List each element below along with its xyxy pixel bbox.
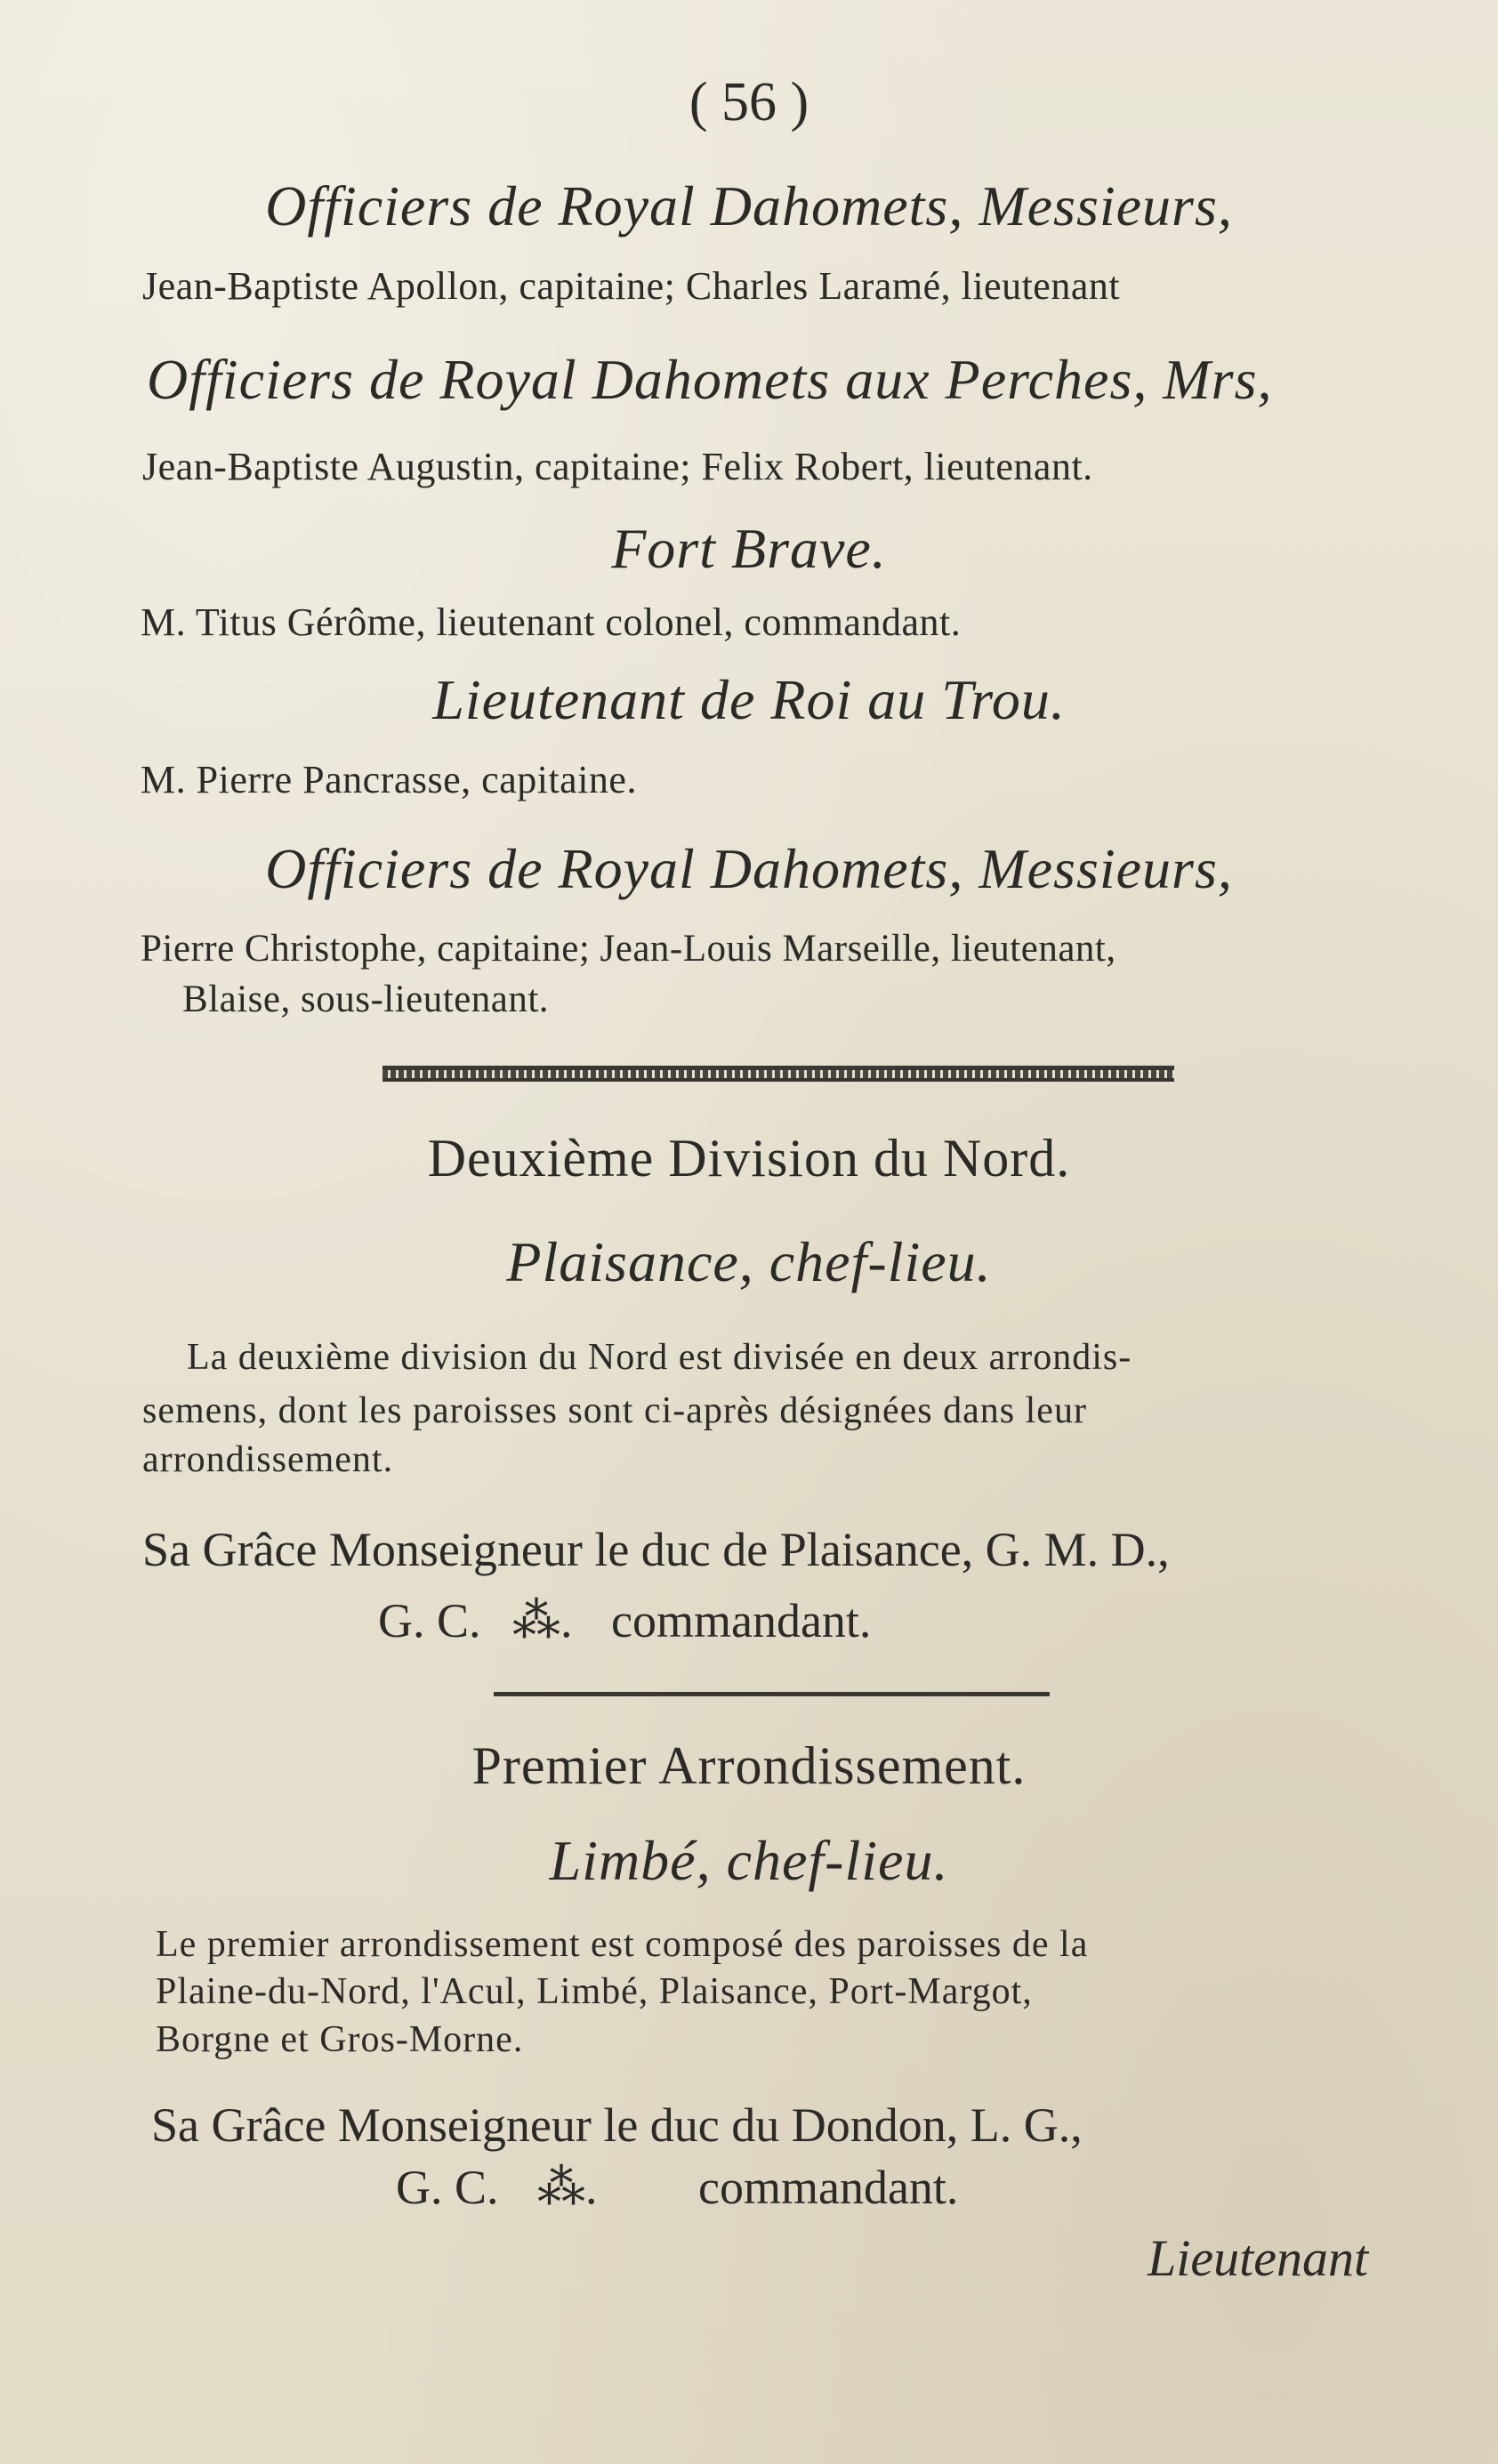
arrondissement-commander-titles: G. C. — [396, 2161, 499, 2214]
perches-heading: Officiers de Royal Dahomets aux Perches, Mrs, — [147, 348, 1273, 411]
royal-dahomets-heading: Officiers de Royal Dahomets, Messieurs, — [265, 174, 1233, 238]
arrondissement-commander-line1: Sa Grâce Monseigneur le duc du Dondon, L. G., — [151, 2098, 1083, 2152]
catchword: Lieutenant — [1148, 2229, 1369, 2287]
division-commander-line2 — [378, 1594, 872, 1647]
lieutenant-roi-heading: Lieutenant de Roi au Trou. — [432, 668, 1066, 731]
page-number: ( 56 ) — [689, 72, 809, 133]
arrondissement-chef-lieu: Limbé, chef-lieu. — [549, 1829, 949, 1892]
fort-brave-commander: M. Titus Gérôme, lieutenant colonel, commandant. — [141, 600, 962, 644]
royal-dahomets-2-heading: Officiers de Royal Dahomets, Messieurs, — [265, 837, 1233, 900]
arrondissement-title: Premier Arrondissement. — [471, 1736, 1027, 1795]
division-commander-titles: G. C. — [378, 1594, 481, 1647]
division-commander-role: commandant. — [611, 1594, 872, 1647]
order-star-icon: ⁂. — [537, 2161, 598, 2214]
perches-officers: Jean-Baptiste Augustin, capitaine; Felix Robert, lieutenant. — [142, 445, 1093, 488]
section-divider-rule — [383, 1066, 1174, 1082]
order-star-icon: ⁂. — [512, 1594, 573, 1647]
lieutenant-roi-officer: M. Pierre Pancrasse, capitaine. — [141, 758, 637, 801]
arrondissement-commander-line2 — [396, 2161, 959, 2214]
fort-brave-heading: Fort Brave. — [611, 517, 887, 580]
division-paragraph-line3: arrondissement. — [142, 1439, 394, 1480]
division-chef-lieu: Plaisance, chef-lieu. — [506, 1230, 992, 1293]
royal-dahomets-officers: Jean-Baptiste Apollon, capitaine; Charles Laramé, lieutenant — [142, 264, 1121, 308]
division-title: Deuxième Division du Nord. — [427, 1129, 1071, 1188]
royal-dahomets-2-officers-line2: Blaise, sous-lieutenant. — [182, 978, 550, 1020]
division-commander-line1: Sa Grâce Monseigneur le duc de Plaisance, G. M. D., — [142, 1523, 1170, 1576]
arrondissement-paragraph-line1: Le premier arrondissement est composé des paroisses de la — [156, 1924, 1089, 1965]
arrondissement-paragraph-line3: Borgne et Gros-Morne. — [156, 2019, 524, 2060]
arrondissement-commander-role: commandant. — [698, 2161, 959, 2214]
royal-dahomets-2-officers-line1: Pierre Christophe, capitaine; Jean-Louis Marseille, lieutenant, — [141, 928, 1116, 970]
arrondissement-paragraph-line2: Plaine-du-Nord, l'Acul, Limbé, Plaisance, Port-Margot, — [156, 1971, 1033, 2012]
division-paragraph-line1: La deuxième division du Nord est divisée en deux arrondis- — [187, 1337, 1132, 1378]
arrondissement-divider-rule — [494, 1692, 1050, 1696]
division-paragraph-line2: semens, dont les paroisses sont ci-après désignées dans leur — [142, 1390, 1087, 1431]
